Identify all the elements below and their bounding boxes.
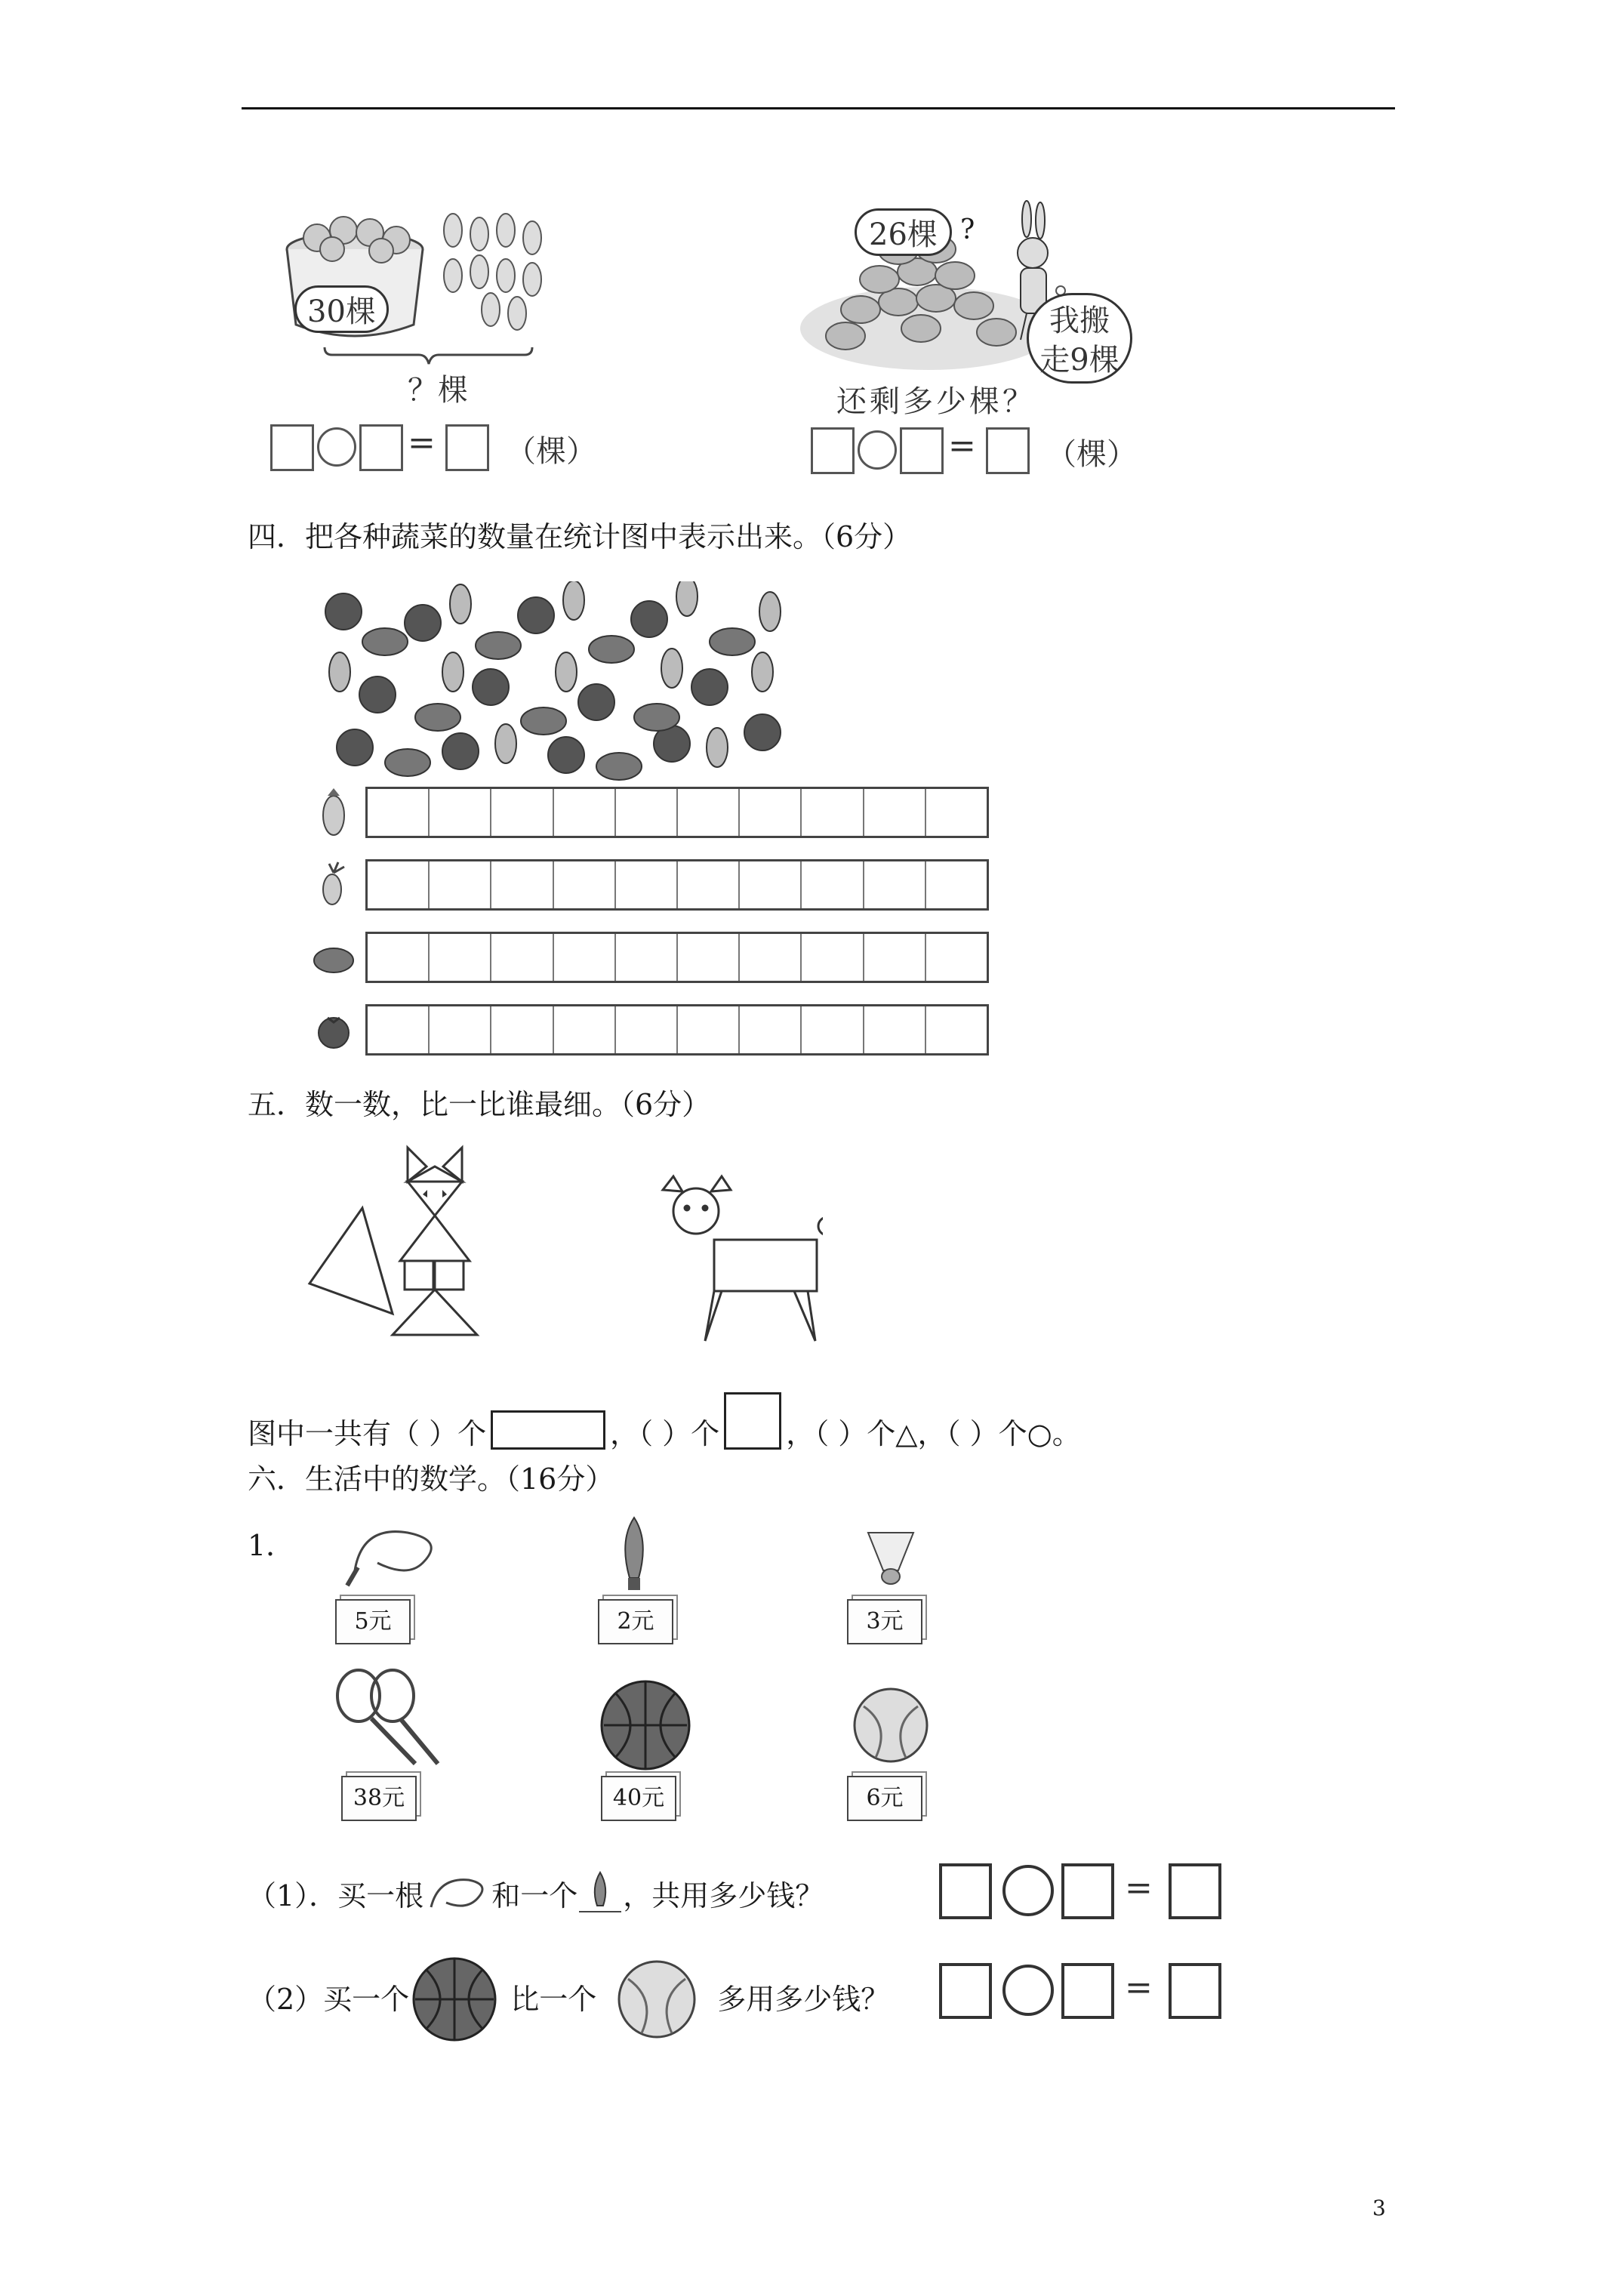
shape-count-text-1: 图中一共有（ ）个 [248, 1417, 487, 1450]
pile-count-bubble: 26棵 [855, 208, 952, 256]
basketball-icon [409, 1954, 500, 2045]
shape-count-text-3: ，（ ）个△，（ ）个○。 [786, 1417, 1081, 1450]
baseball-icon [845, 1684, 936, 1767]
dog-shape-figure [649, 1170, 823, 1344]
section-6-heading: 六．生活中的数学。（16分） [248, 1462, 614, 1496]
question-2-text-2: 比一个 [510, 1983, 597, 2016]
vegetables-cluster-illustration [310, 581, 800, 785]
question-2 [248, 1954, 889, 2045]
question-mark-icon: ? [960, 214, 975, 245]
operator-circle[interactable] [1002, 1865, 1054, 1916]
question-2-text-3: 多用多少钱？ [717, 1983, 890, 2016]
price-tag: 2元 [598, 1599, 673, 1644]
answer-box[interactable] [1169, 1863, 1221, 1919]
square-shape-icon [724, 1392, 781, 1450]
brace-question-label: ？棵 [408, 373, 468, 408]
page-number: 3 [1372, 2196, 1386, 2220]
jump-rope-icon [423, 1869, 491, 1915]
section-4-heading: 四．把各种蔬菜的数量在统计图中表示出来。（6分） [248, 520, 912, 553]
operator-circle[interactable] [858, 430, 897, 470]
question-2-text-1: （2）买一个 [248, 1983, 410, 2016]
answer-box[interactable] [986, 427, 1030, 474]
jump-rope-icon [332, 1510, 453, 1593]
answer-box[interactable] [270, 424, 314, 471]
rackets-icon [325, 1666, 453, 1771]
answer-box[interactable] [1061, 1963, 1114, 2019]
stat-row-cabbage[interactable] [365, 932, 989, 983]
equals-sign: = [1125, 1869, 1153, 1907]
fox-shape-figure [294, 1140, 491, 1344]
eggplant-icon [311, 785, 356, 838]
radish-icon [311, 858, 356, 911]
answer-box[interactable] [900, 427, 944, 474]
operator-circle[interactable] [1002, 1965, 1054, 2016]
unit-label: （棵） [506, 434, 596, 469]
section-5-heading: 五．数一数，比一比谁最细。（6分） [248, 1088, 711, 1121]
question-1-text-3: ，共用多少钱？ [623, 1879, 824, 1912]
answer-box[interactable] [1169, 1963, 1221, 2019]
price-tag: 40元 [601, 1776, 676, 1821]
cabbage-icon [311, 933, 356, 986]
shape-count-text-2: ，（ ）个 [610, 1417, 720, 1450]
question-1 [248, 1869, 824, 1915]
answer-box[interactable] [811, 427, 855, 474]
question-1-text-1: （1）．买一根 [248, 1879, 424, 1912]
answer-box[interactable] [939, 1863, 992, 1919]
equals-sign: = [408, 424, 436, 462]
price-tag: 6元 [847, 1776, 922, 1821]
header-rule [242, 107, 1395, 109]
answer-box[interactable] [1061, 1863, 1114, 1919]
shape-count-sentence [248, 1395, 1081, 1453]
tomato-icon [311, 1004, 356, 1057]
answer-box[interactable] [939, 1963, 992, 2019]
stat-row-eggplant[interactable] [365, 787, 989, 838]
answer-box[interactable] [445, 424, 489, 471]
item-number: 1． [248, 1529, 295, 1562]
equals-sign: = [948, 427, 976, 465]
shuttlecock-feather-icon [577, 1869, 623, 1915]
badminton-shuttle-icon [853, 1518, 929, 1601]
price-tag: 38元 [341, 1776, 417, 1821]
equals-sign: = [1125, 1968, 1153, 2007]
basket-count-label: 30棵 [294, 285, 389, 333]
unit-label: （棵） [1046, 437, 1137, 472]
baseball-icon [611, 1958, 702, 2041]
answer-box[interactable] [359, 424, 403, 471]
shuttlecock-feather-icon [604, 1510, 664, 1601]
stat-row-tomato[interactable] [365, 1004, 989, 1056]
price-tag: 3元 [847, 1599, 922, 1644]
operator-circle[interactable] [317, 427, 356, 467]
stat-row-radish[interactable] [365, 859, 989, 911]
price-tag: 5元 [335, 1599, 411, 1644]
question-1-text-2: 和一个 [491, 1879, 578, 1912]
rectangle-shape-icon [491, 1410, 605, 1450]
rabbit-thought-bubble: 我搬 走9棵 [1027, 293, 1132, 384]
remaining-question: 还剩多少棵？ [836, 384, 1036, 419]
basketball-icon [596, 1676, 694, 1774]
